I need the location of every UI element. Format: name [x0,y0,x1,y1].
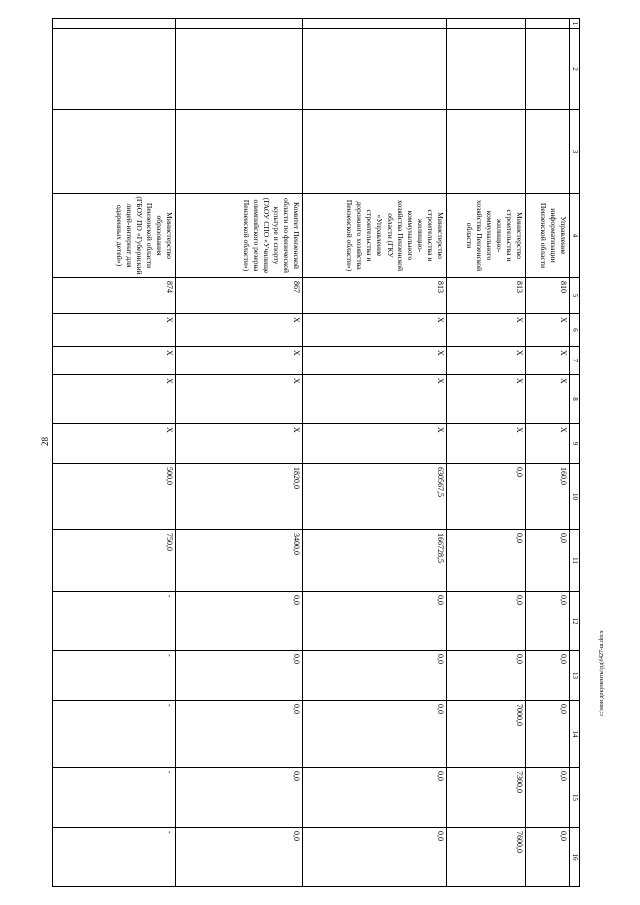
table-cell: 0,0 [303,701,447,768]
table-cell: 7000,0 [447,701,526,768]
table-cell: 0,0 [303,768,447,828]
header-cell: 4 [570,194,580,278]
table-cell: - [53,592,176,651]
table-cell: 7300,0 [447,768,526,828]
table-cell: X [526,424,570,464]
table-row [176,19,303,887]
budget-table [52,18,580,887]
table-cell: 0,0 [303,828,447,887]
table-cell: X [447,424,526,464]
table-cell: - [53,651,176,701]
table-cell: 813 [447,278,526,314]
table-cell: - [53,768,176,828]
table-cell: 0,0 [176,768,303,828]
table-cell: X [53,375,176,424]
table-cell: 750,0 [53,530,176,592]
table-cell [303,19,447,29]
table-cell: 0,0 [176,592,303,651]
table-cell: 0,0 [176,828,303,887]
table-cell [303,29,447,110]
table-cell [53,19,176,29]
header-cell: 14 [570,701,580,768]
footer-file-path: c:\мои документы\рд\f427-ш.docx [599,630,605,716]
table-header-row [570,19,580,887]
table-row [447,19,526,887]
header-cell: 7 [570,347,580,375]
table-cell: X [303,347,447,375]
header-cell: 16 [570,828,580,887]
table-cell: 1820,0 [176,464,303,530]
agency-name-cell: Министерство строительства и жилищно-коммунального хозяйства Пензенской области (ГКУ «Управление строительства и дорожного хозяйства Пензенской области») [303,194,447,278]
table-cell: 0,0 [526,592,570,651]
table-cell [447,110,526,194]
table-cell: X [447,375,526,424]
table-cell: X [303,375,447,424]
table-cell: 7600,0 [447,828,526,887]
table-cell: X [53,424,176,464]
table-cell [53,29,176,110]
budget-table-wrapper [60,18,580,886]
table-cell: 0,0 [526,828,570,887]
table-cell [447,29,526,110]
table-cell: X [176,424,303,464]
table-cell: 810 [526,278,570,314]
table-cell: X [526,347,570,375]
table-cell [176,110,303,194]
table-cell: 0,0 [526,651,570,701]
header-cell: 2 [570,29,580,110]
table-cell: 500,0 [53,464,176,530]
table-cell: 0,0 [447,651,526,701]
header-cell: 6 [570,314,580,347]
table-row [53,19,176,887]
header-cell: 3 [570,110,580,194]
header-cell: 12 [570,592,580,651]
table-cell: X [176,314,303,347]
table-cell: 0,0 [303,651,447,701]
table-cell: 0,0 [447,592,526,651]
header-cell: 10 [570,464,580,530]
table-cell [53,110,176,194]
table-cell: 0,0 [176,651,303,701]
table-cell: 813 [303,278,447,314]
table-cell: X [526,314,570,347]
table-cell: 160,0 [526,464,570,530]
agency-name-cell: Министерство образования Пензенской области (ГБОУ ПО «Губернский лицей-интернат для одаренных детей») [53,194,176,278]
table-cell: 0,0 [526,530,570,592]
table-cell: 3400,0 [176,530,303,592]
agency-name-cell: Министерство строительства и жилищно-коммунального хозяйства Пензенской области [447,194,526,278]
table-cell: 630567,5 [303,464,447,530]
table-cell [303,110,447,194]
table-cell: 0,0 [526,768,570,828]
header-cell: 15 [570,768,580,828]
table-cell: 0,0 [303,592,447,651]
table-cell: X [303,424,447,464]
header-cell: 5 [570,278,580,314]
header-cell: 1 [570,19,580,29]
table-cell: 867 [176,278,303,314]
table-cell: 0,0 [176,701,303,768]
table-cell: X [53,347,176,375]
table-cell: X [447,314,526,347]
table-cell [176,29,303,110]
table-cell [447,19,526,29]
table-cell: 874 [53,278,176,314]
agency-name-cell: Управление информатизации Пензенской области [526,194,570,278]
table-row [303,19,447,887]
table-cell [526,19,570,29]
table-row [526,19,570,887]
table-cell: X [176,347,303,375]
table-cell: X [53,314,176,347]
table-cell: X [176,375,303,424]
table-cell: - [53,828,176,887]
table-cell: 166728,5 [303,530,447,592]
table-cell: 0,0 [526,701,570,768]
header-cell: 11 [570,530,580,592]
table-cell: - [53,701,176,768]
header-cell: 9 [570,424,580,464]
page-number: 28 [40,437,50,446]
table-cell [176,19,303,29]
table-cell: X [303,314,447,347]
table-cell: X [526,375,570,424]
agency-name-cell: Комитет Пензенской области по физической культуре и спорту (ГАОУ СПО «Училище олимпийского резерва Пензенской области») [176,194,303,278]
table-cell: X [447,347,526,375]
table-cell [526,29,570,110]
table-cell: 0,0 [447,464,526,530]
table-cell [526,110,570,194]
table-cell: 0,0 [447,530,526,592]
header-cell: 8 [570,375,580,424]
header-cell: 13 [570,651,580,701]
